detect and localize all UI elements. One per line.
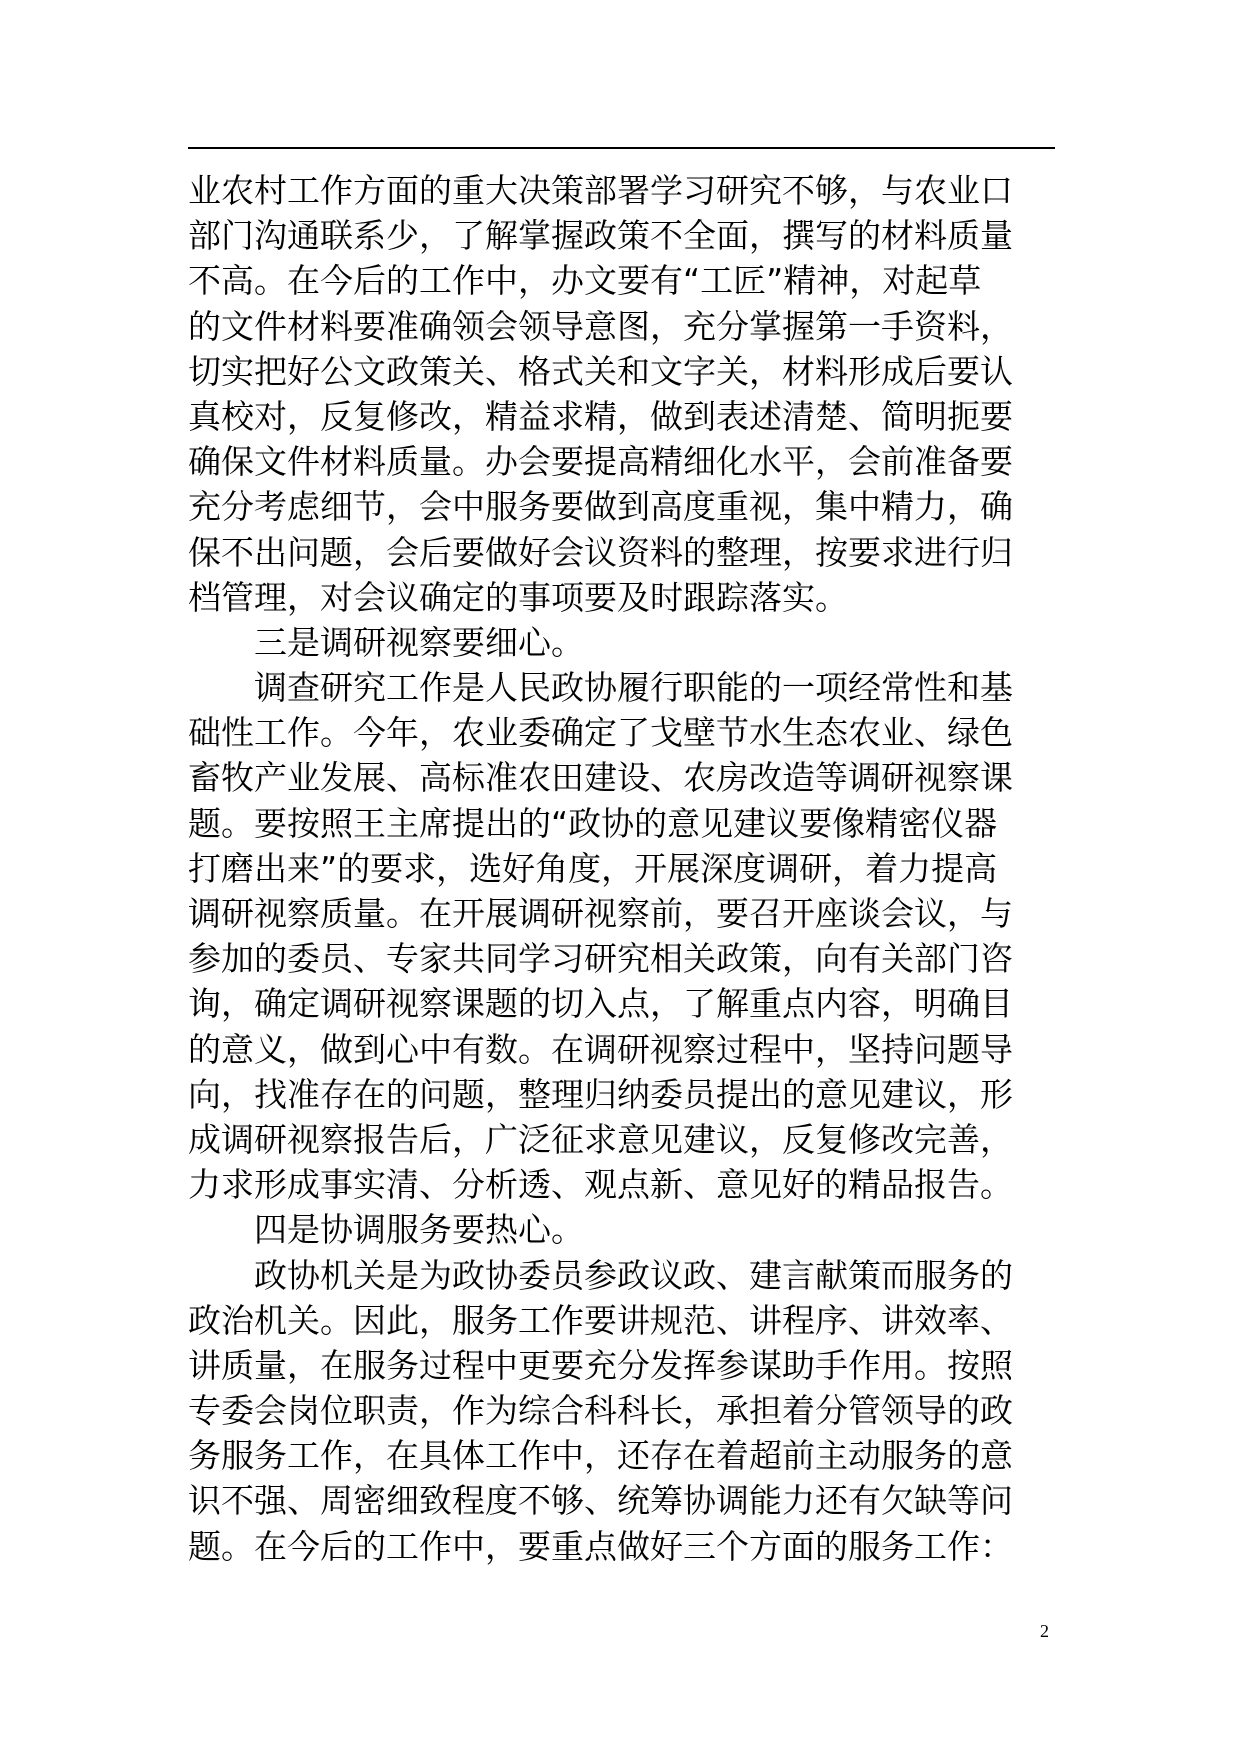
page-number: 2 (1040, 1621, 1049, 1641)
header-rule (188, 147, 1055, 149)
text-line: 务服务工作，在具体工作中，还存在着超前主动服务的意 (188, 1436, 1013, 1476)
text-line: 充分考虑细节，会中服务要做到高度重视，集中精力，确 (188, 487, 1013, 527)
text-line: 询，确定调研视察课题的切入点，了解重点内容，明确目 (188, 984, 1013, 1024)
text-line: 参加的委员、专家共同学习研究相关政策，向有关部门咨 (188, 939, 1013, 979)
text-line: 向，找准存在的问题，整理归纳委员提出的意见建议，形 (188, 1074, 1013, 1114)
text-line: 题。要按照王主席提出的“政协的意见建议要像精密仪器 (188, 803, 998, 843)
text-line: 讲质量，在服务过程中更要充分发挥参谋助手作用。按照 (188, 1345, 1013, 1385)
text-line: 础性工作。今年，农业委确定了戈壁节水生态农业、绿色 (188, 713, 1013, 753)
text-line: 调查研究工作是人民政协履行职能的一项经常性和基 (254, 668, 1013, 708)
text-line: 题。在今后的工作中，要重点做好三个方面的服务工作： (188, 1526, 1013, 1566)
text-line: 三是调研视察要细心。 (254, 622, 584, 662)
text-line: 不高。在今后的工作中，办文要有“工匠”精神，对起草 (188, 261, 982, 301)
text-line: 的意义，做到心中有数。在调研视察过程中，坚持问题导 (188, 1029, 1013, 1069)
text-line: 确保文件材料质量。办会要提高精细化水平，会前准备要 (188, 442, 1013, 482)
text-line: 政治机关。因此，服务工作要讲规范、讲程序、讲效率、 (188, 1300, 1013, 1340)
text-line: 部门沟通联系少，了解掌握政策不全面，撰写的材料质量 (188, 216, 1013, 256)
body-text (188, 168, 1060, 1569)
text-line: 真校对，反复修改，精益求精，做到表述清楚、简明扼要 (188, 396, 1013, 436)
text-line: 政协机关是为政协委员参政议政、建言献策而服务的 (254, 1255, 1013, 1295)
text-line: 四是协调服务要热心。 (254, 1210, 584, 1250)
text-line: 打磨出来”的要求，选好角度，开展深度调研，着力提高 (188, 848, 998, 888)
text-line: 保不出问题，会后要做好会议资料的整理，按要求进行归 (188, 532, 1013, 572)
text-line: 业农村工作方面的重大决策部署学习研究不够，与农业口 (188, 171, 1013, 210)
text-line: 力求形成事实清、分析透、观点新、意见好的精品报告。 (188, 1165, 1013, 1205)
text-line: 档管理，对会议确定的事项要及时跟踪落实。 (188, 577, 848, 617)
text-line: 畜牧产业发展、高标准农田建设、农房改造等调研视察课 (188, 758, 1013, 798)
text-line: 调研视察质量。在开展调研视察前，要召开座谈会议，与 (188, 894, 1013, 933)
text-line: 识不强、周密细致程度不够、统筹协调能力还有欠缺等问 (188, 1481, 1013, 1521)
text-line: 的文件材料要准确领会领导意图，充分掌握第一手资料， (188, 306, 1013, 346)
text-line: 成调研视察报告后，广泛征求意见建议，反复修改完善， (188, 1119, 1013, 1159)
text-line: 切实把好公文政策关、格式关和文字关，材料形成后要认 (188, 351, 1013, 391)
text-line: 专委会岗位职责，作为综合科科长，承担着分管领导的政 (188, 1391, 1013, 1431)
